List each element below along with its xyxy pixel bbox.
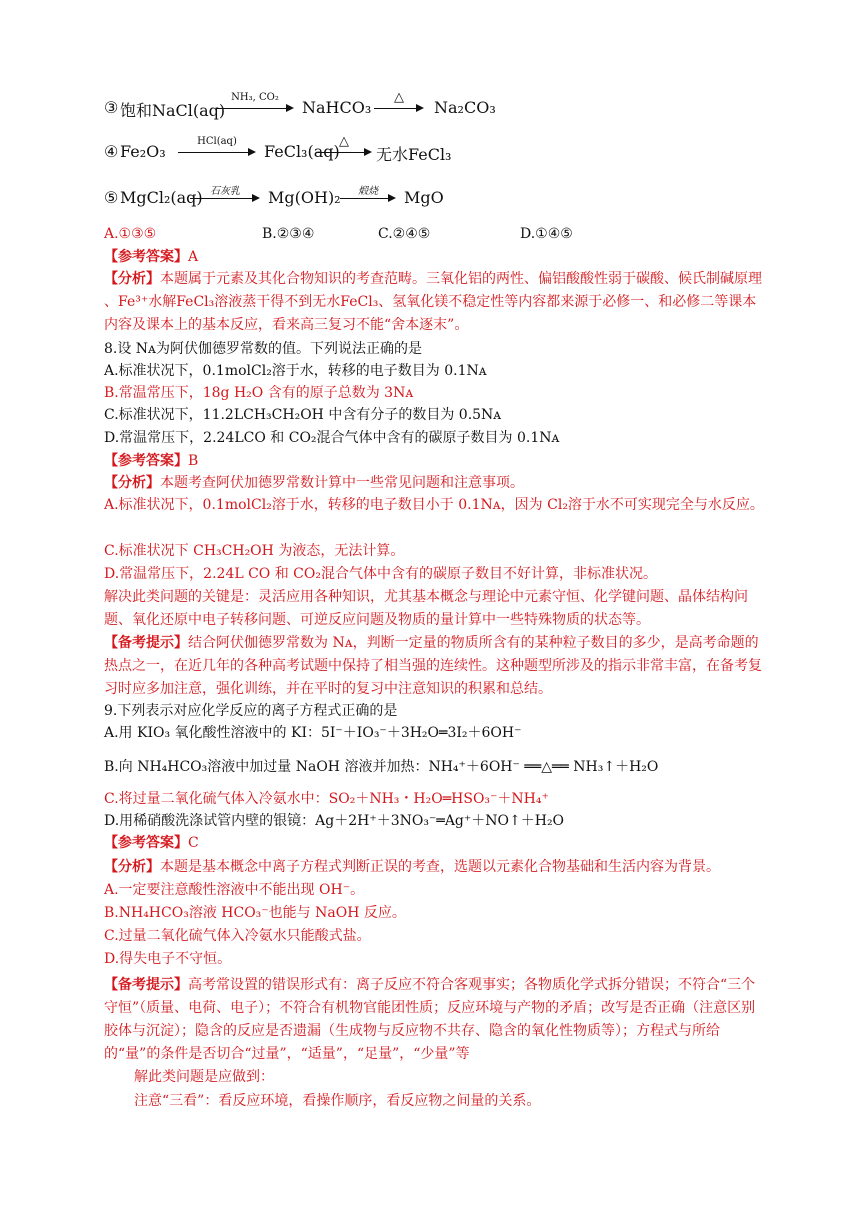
q8-option-c: C.标准状况下，11.2LCH₃CH₂OH 中含有分子的数目为 0.5Nᴀ: [104, 407, 502, 423]
q8-stem: 8.设 Nᴀ为阿伏伽德罗常数的值。下列说法正确的是: [104, 341, 422, 357]
q8-option-b: B.常温常压下，18g H₂O 含有的原子总数为 3Nᴀ: [104, 385, 414, 401]
answer-value: C: [188, 835, 199, 851]
q7-option-a: A.①③⑤: [104, 226, 157, 242]
reaction-5: [104, 184, 524, 214]
reaction-arrow: [216, 94, 294, 122]
q9-analysis: [104, 856, 720, 878]
analysis-label: 【分析】: [104, 475, 160, 491]
reaction-4: [104, 134, 524, 168]
q7-answer: [104, 246, 198, 268]
q8-option-d: D.常温常压下，2.24LCO 和 CO₂混合气体中含有的碳原子数目为 0.1Nᴀ: [104, 430, 560, 446]
tip-text: 高考常设置的错误形式有：离子反应不符合客观事实；各物质化学式拆分错误；不符合“三个守恒”（质量、电荷、电子）；不符合有机物官能团性质；反应环境与产物的矛盾；改写是否正确（注意区别胶体与沉淀）；隐含的反应是否遗漏（生成物与反应物不共存、隐含的氧化性物质等）；方程式与所给的“量”的条件是否切合“过量”，“适量”，“足量”，“少量”等: [104, 977, 756, 1062]
reaction-arrow: [340, 184, 396, 212]
q9-stem: 9.下列表示对应化学反应的离子方程式正确的是: [104, 703, 398, 719]
tip-label: 【备考提示】: [104, 635, 188, 651]
q9-option-a: A.用 KIO₃ 氧化酸性溶液中的 KI：5I⁻＋IO₃⁻＋3H₂O═3I₂＋6OH⁻: [104, 725, 522, 741]
q8-answer: [104, 450, 198, 472]
arrow-condition: 石灰乳: [210, 186, 240, 197]
q9-analysis-c: C.过量二氧化硫气体入冷氨水只能酸式盐。: [104, 928, 371, 944]
reaction-3: [104, 90, 524, 124]
product: Na₂CO₃: [434, 98, 496, 117]
reaction-arrow: [178, 138, 256, 166]
analysis-text: 本题是基本概念中离子方程式判断正误的考查，选题以元素化合物基础和生活内容为背景。: [160, 859, 720, 875]
reaction-number: ④: [104, 142, 119, 161]
q8-key: 解决此类问题的关键是：灵活应用各种知识，尤其基本概念与理论中元素守恒、化学键问题、晶体结构问题、氧化还原中电子转移问题、可逆反应问题及物质的量计算中一些特殊物质的状态等。: [104, 589, 748, 628]
q9-analysis-b: B.NH₄HCO₃溶液 HCO₃⁻也能与 NaOH 反应。: [104, 905, 406, 921]
q9-option-b: B.向 NH₄HCO₃溶液中加过量 NaOH 溶液并加热：NH₄⁺＋6OH⁻ ══△══ NH₃↑＋H₂O: [104, 759, 659, 775]
q8-analysis: [104, 472, 524, 494]
arrow-condition: △: [339, 134, 349, 149]
q7-option-b: B.②③④: [262, 226, 315, 242]
reactant: MgCl₂(aq): [120, 188, 203, 207]
arrow-condition: △: [394, 90, 404, 105]
answer-value: B: [188, 453, 199, 469]
reaction-number: ③: [104, 98, 119, 117]
product: 无水FeCl₃: [376, 145, 452, 164]
q9-answer: [104, 832, 199, 854]
answer-value: A: [188, 249, 199, 265]
q9-tip: [104, 974, 764, 1066]
q9-analysis-a: A.一定要注意酸性溶液中不能出现 OH⁻。: [104, 882, 365, 898]
reaction-arrow: [316, 134, 372, 166]
q8-analysis-d: D.常温常压下，2.24L CO 和 CO₂混合气体中含有的碳原子数目不好计算，非标准状况。: [104, 566, 657, 582]
q9-option-c: C.将过量二氧化硫气体入冷氨水中：SO₂＋NH₃・H₂O═HSO₃⁻＋NH₄⁺: [104, 791, 549, 807]
answer-label: 【参考答案】: [104, 453, 188, 469]
product: MgO: [404, 188, 444, 207]
tip-label: 【备考提示】: [104, 977, 188, 993]
q7-option-c: C.②④⑤: [378, 226, 431, 242]
intermediate: Mg(OH)₂: [268, 188, 341, 207]
q8-option-a: A.标准状况下，0.1molCl₂溶于水，转移的电子数目为 0.1Nᴀ: [104, 363, 487, 379]
q7-analysis: [104, 268, 764, 337]
q9-closing-1: 解此类问题是应做到：: [134, 1069, 274, 1085]
analysis-text: 本题考查阿伏加德罗常数计算中一些常见问题和注意事项。: [160, 475, 524, 491]
q9-option-d: D.用稀硝酸洗涤试管内壁的银镜：Ag＋2H⁺＋3NO₃⁻═Ag⁺＋NO↑＋H₂O: [104, 813, 565, 829]
reactant: 饱和NaCl(aq): [120, 101, 226, 120]
q9-analysis-d: D.得失电子不守恒。: [104, 951, 232, 967]
analysis-label: 【分析】: [104, 271, 160, 287]
intermediate: NaHCO₃: [302, 98, 372, 117]
reaction-arrow: [190, 184, 260, 212]
q8-analysis-a: A.标准状况下，0.1molCl₂溶于水，转移的电子数目小于 0.1Nᴀ，因为 Cl₂溶于水不可实现完全与水反应。: [104, 497, 764, 513]
q8-tip: [104, 632, 764, 701]
q8-analysis-c: C.标准状况下 CH₃CH₂OH 为液态，无法计算。: [104, 543, 405, 559]
answer-label: 【参考答案】: [104, 249, 188, 265]
reaction-arrow: [374, 90, 424, 122]
arrow-condition: NH₃, CO₂: [231, 92, 279, 103]
analysis-text: 本题属于元素及其化合物知识的考查范畴。三氧化铝的两性、偏铝酸酸性弱于碳酸、候氏制碱原理 、Fe³⁺水解FeCl₃溶液蒸干得不到无水FeCl₃、氢氧化镁不稳定性等内容都来源于必修一、和必修二等课本内容及课本上的基本反应，看来高三复习不能“舍本逐末”。: [104, 271, 762, 333]
arrow-condition: 煅烧: [358, 186, 378, 197]
q7-option-d: D.①④⑤: [520, 226, 573, 242]
tip-text: 结合阿伏伽德罗常数为 Nᴀ，判断一定量的物质所含有的某种粒子数目的多少，是高考命题的热点之一，在近几年的各种高考试题中保持了相当强的连续性。这种题型所涉及的指示非常丰富，在备考复习时应多加注意，强化训练，并在平时的复习中注意知识的积累和总结。: [104, 635, 762, 697]
analysis-label: 【分析】: [104, 859, 160, 875]
answer-label: 【参考答案】: [104, 835, 188, 851]
reactant: Fe₂O₃: [120, 142, 166, 161]
q9-closing-2: 注意“三看”：看反应环境，看操作顺序，看反应物之间量的关系。: [134, 1093, 541, 1109]
reaction-number: ⑤: [104, 188, 119, 207]
intermediate: FeCl₃(aq): [264, 142, 340, 161]
arrow-condition: HCl(aq): [197, 136, 237, 147]
